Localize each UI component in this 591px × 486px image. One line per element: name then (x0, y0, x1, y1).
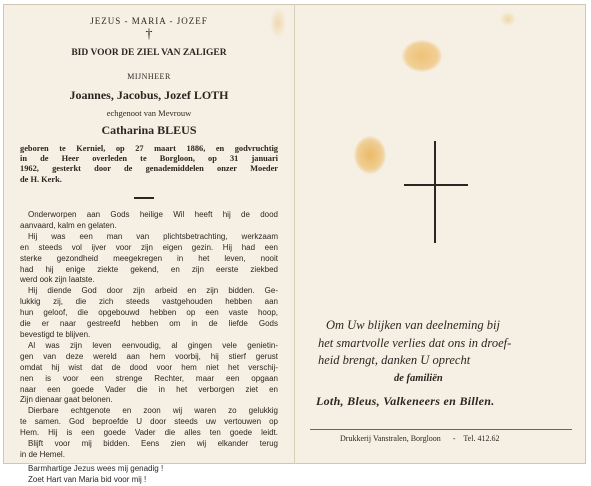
prayer-line: Barmhartige Jezus wees mij genadig ! (28, 463, 164, 473)
text-line: Blijft voor mij bidden. Eens zien wij elkander terug (28, 439, 278, 449)
thanks-line: heid brengt, danken U oprecht (318, 353, 471, 367)
text-line: aanvaard, kalm en gelaten. (20, 220, 117, 230)
text-line: Al was zijn leven eenvoudig, al gingen vele genietin- (28, 340, 278, 350)
birth-death-line: 1962, gesterkt door de genademiddelen onzer Moeder (20, 164, 278, 174)
prayer-line: Zoet Hart van Maria bid voor mij ! (28, 474, 147, 484)
text-line: Hij diende God door zijn arbeid en zijn bidden. Ge- (28, 286, 278, 296)
birth-death-line: in de Heer overleden te Borgloon, op 31 januari (20, 154, 278, 164)
thanks-line: het smartvolle verlies dat ons in droef- (318, 335, 512, 350)
spouse-name: Catharina BLEUS (101, 123, 197, 137)
text-line: bevestigd te blijven. (20, 329, 91, 339)
text-line: werd ook zijn laatste. (20, 275, 95, 285)
text-line: in de Hemel. (20, 449, 65, 459)
thanks-block (318, 317, 568, 370)
text-line: lukkig zij, die zich steeds vastgehouden hebben aan (20, 297, 278, 307)
right-page (296, 4, 586, 462)
thanks-line: Om Uw blijken van deelneming bij (326, 318, 500, 332)
text-line: had hij enige ziekte gekend, en zijn eerste ziekbed (20, 264, 278, 274)
birth-death-line: geboren te Kerniel, op 27 maart 1886, en godvruchtig (20, 144, 278, 153)
printer-rule (310, 429, 572, 430)
cross-vertical-bar (434, 141, 436, 243)
birth-death-block (20, 144, 278, 185)
names-line: JEZUS - MARIA - JOZEF (90, 16, 208, 26)
left-page (6, 4, 292, 484)
printer-name: Drukkerij Vanstralen, Borgloon (340, 434, 441, 443)
separator-rule (134, 197, 154, 199)
text-line: en steeds vol ijver voor zijn eigen gezin. Hij had een (20, 242, 278, 252)
cross-horizontal-bar (404, 184, 468, 186)
cross-mark: † (145, 27, 153, 42)
memorial-text (20, 210, 278, 486)
text-line: Dierbare echtgenote en zoon wij waren zo gelukkig (28, 406, 278, 416)
text-line: Onderworpen aan Gods heilige Wil heeft hij de dood (28, 210, 278, 219)
deceased-name: Joannes, Jacobus, Jozef LOTH (69, 88, 229, 102)
text-line: sterke gezondheid meegekregen in het leven, nooit (20, 253, 278, 263)
text-line: te samen. God beproefde U door steeds uw vertouwen op (20, 417, 278, 427)
printer-separator: - (452, 434, 456, 443)
birth-death-line: de H. Kerk. (20, 174, 62, 184)
card-fold (294, 4, 295, 464)
spouse-intro: echgenoot van Mevrouw (106, 108, 192, 118)
honorific: MIJNHEER (127, 72, 171, 81)
families-names: Loth, Bleus, Valkeneers en Billen. (316, 394, 495, 408)
text-line: nen is voor een strenge Rechter, maar een opgaan (20, 373, 278, 383)
printer-line (340, 434, 499, 443)
text-line: hun geloof, die opgebouwd hebben op een vaste hoop, (20, 308, 278, 318)
cross-icon (404, 141, 468, 243)
text-line: Hij was een man van plichtsbetrachting, werkzaam (28, 231, 278, 241)
text-line: gen van deze wereld aan hem voorbij, hij stierf gerust (20, 351, 278, 361)
text-line: omdat hij wist dat de dood voor hem niet het verschij- (20, 362, 278, 372)
text-line: die er naar gestreefd hebben om in de liefde Gods (20, 319, 278, 329)
printer-phone: Tel. 412.62 (463, 434, 500, 443)
text-line: naar een goede Vader die in het verborgen ziet en (20, 384, 278, 394)
families-intro: de familiën (394, 373, 443, 384)
text-line: Zijn dienaar gaat belonen. (20, 395, 113, 405)
prayer-title: BID VOOR DE ZIEL VAN ZALIGER (71, 48, 227, 58)
text-line: Hem. Hij is een goede Vader die alles ten goede leidt. (20, 428, 278, 438)
